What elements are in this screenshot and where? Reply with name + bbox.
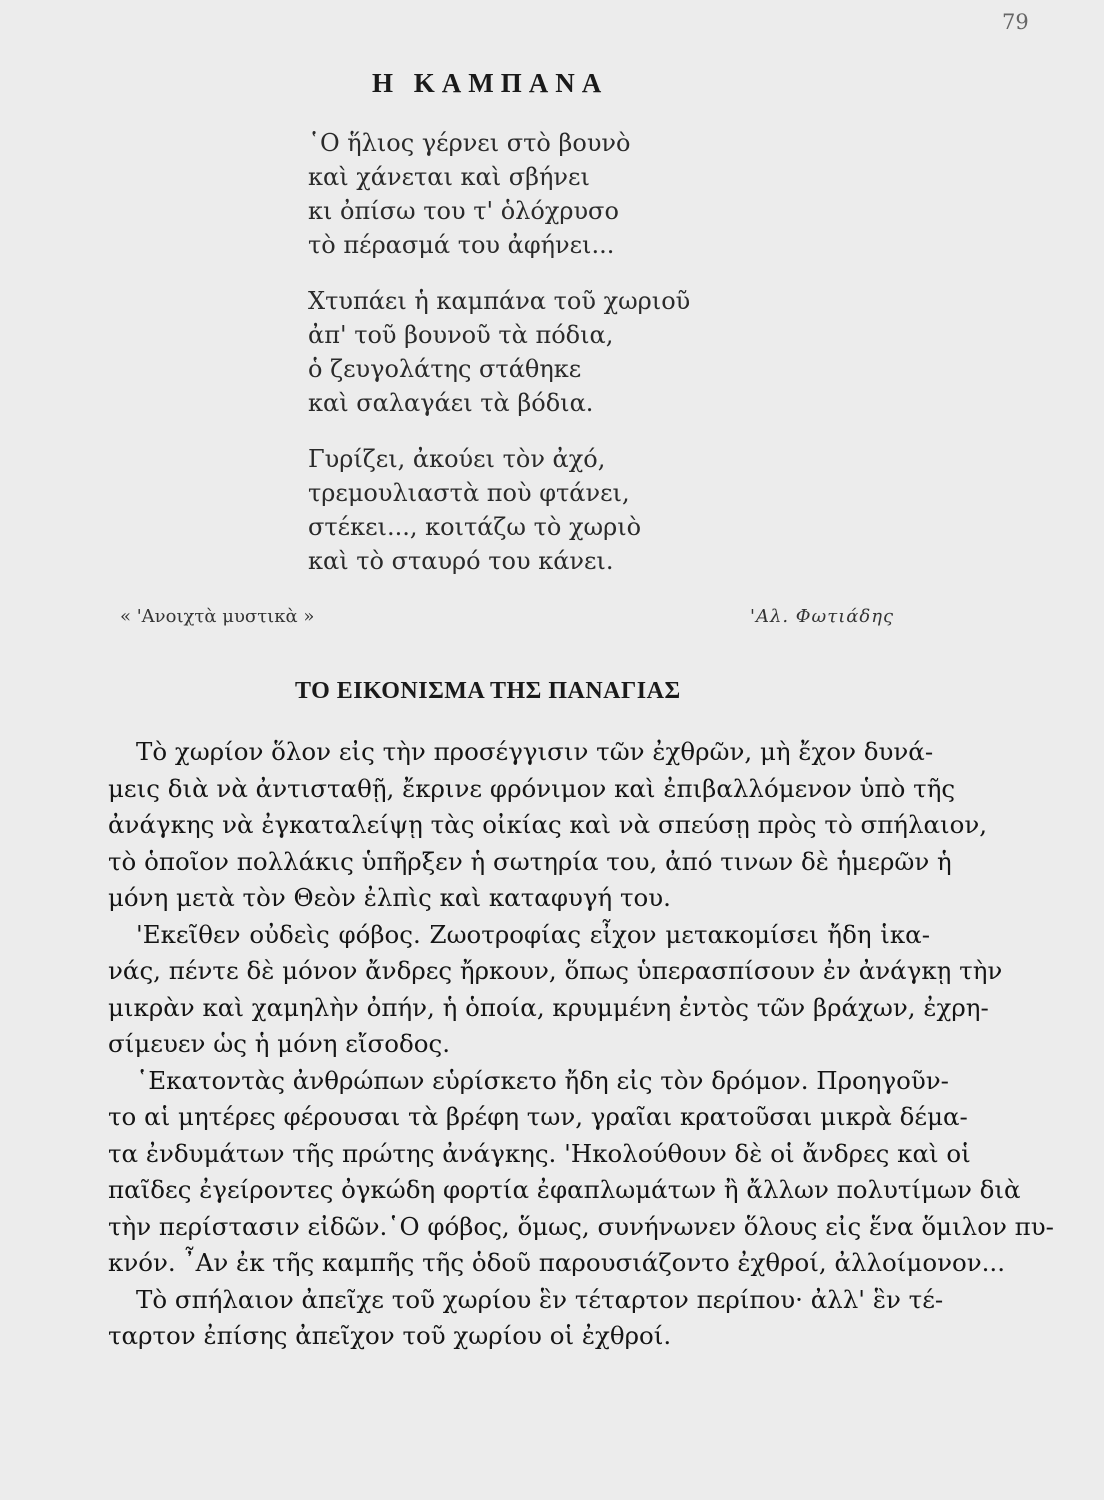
poem-verse: ῾Ο ἥλιος γέρνει στὸ βουνὸ — [308, 129, 631, 157]
page-number: 79 — [1002, 10, 1029, 34]
poem-verse: στέκει..., κοιτάζω τὸ χωριὸ — [308, 513, 642, 541]
story-line: μικρὰν καὶ χαμηλὴν ὀπήν, ἡ ὁποία, κρυμμένη ἐντὸς τῶν βράχων, ἐχρη- — [108, 992, 989, 1022]
poem — [308, 126, 690, 600]
poem-verse: Χτυπάει ἡ καμπάνα τοῦ χωριοῦ — [308, 287, 691, 315]
story-line: σίμευεν ὡς ἡ μόνη εἴσοδος. — [108, 1029, 450, 1058]
poem-source: « 'Ανοιχτὰ μυστικὰ » — [120, 606, 315, 627]
story-line: το αἱ μητέρες φέρουσαι τὰ βρέφη των, γραῖαι κρατοῦσαι μικρὰ δέμα- — [108, 1102, 968, 1131]
story-title: ΤΟ ΕΙΚΟΝΙΣΜΑ ΤΗΣ ΠΑΝΑΓΙΑΣ — [295, 678, 681, 704]
story-text — [108, 734, 1054, 1355]
poem-author: 'Αλ. Φωτιάδης — [750, 606, 895, 627]
poem-stanza — [308, 126, 690, 262]
story-line: μεις διὰ νὰ ἀντισταθῇ, ἔκρινε φρόνιμον καὶ ἐπιβαλλόμενον ὑπὸ τῆς — [108, 773, 956, 803]
story-line: τα ἐνδυμάτων τῆς πρώτης ἀνάγκης. 'Ηκολούθουν δὲ οἱ ἄνδρες καὶ οἱ — [108, 1138, 971, 1168]
poem-verse: καὶ σαλαγάει τὰ βόδια. — [308, 389, 594, 417]
poem-verse: ἀπ' τοῦ βουνοῦ τὰ πόδια, — [308, 321, 614, 349]
story-line: νάς, πέντε δὲ μόνον ἄνδρες ἤρκουν, ὅπως ὑπερασπίσουν ἐν ἀνάγκῃ τὴν — [108, 956, 1003, 985]
poem-verse: τὸ πέρασμά του ἀφήνει... — [308, 231, 615, 259]
poem-verse: κι ὀπίσω του τ' ὁλόχρυσο — [308, 197, 619, 225]
story-line: ἀνάγκης νὰ ἐγκαταλείψῃ τὰς οἰκίας καὶ νὰ σπεύσῃ πρὸς τὸ σπήλαιον, — [108, 810, 988, 839]
poem-verse: ὁ ζευγολάτης στάθηκε — [308, 355, 582, 383]
story-line: ῾Εκατοντὰς ἀνθρώπων εὑρίσκετο ἤδη εἰς τὸν δρόμον. Προηγοῦν- — [136, 1065, 949, 1095]
story-line: τὴν περίστασιν εἰδῶν.῾Ο φόβος, ὅμως, συνήνωνεν ὅλους εἰς ἕνα ὅμιλον πυ- — [108, 1211, 1054, 1241]
story-line: Τὸ σπήλαιον ἀπεῖχε τοῦ χωρίου ἓν τέταρτον περίπου· ἀλλ' ἓν τέ- — [136, 1284, 944, 1314]
poem-verse: Γυρίζει, ἀκούει τὸν ἀχό, — [308, 445, 606, 473]
story-line: παῖδες ἐγείροντες ὀγκώδη φορτία ἐφαπλωμάτων ἢ ἄλλων πολυτίμων διὰ — [108, 1175, 1021, 1204]
poem-stanza — [308, 442, 690, 578]
story-line: Τὸ χωρίον ὅλον εἰς τὴν προσέγγισιν τῶν ἐχθρῶν, μὴ ἔχον δυνά- — [136, 737, 934, 766]
story-line: 'Εκεῖθεν οὐδεὶς φόβος. Ζωοτροφίας εἶχον μετακομίσει ἤδη ἱκα- — [136, 919, 930, 949]
story-line: τὸ ὁποῖον πολλάκις ὑπῆρξεν ἡ σωτηρία του, ἀπό τινων δὲ ἡμερῶν ἡ — [108, 846, 952, 876]
story-line: μόνη μετὰ τὸν Θεὸν ἐλπὶς καὶ καταφυγή του. — [108, 883, 671, 912]
poem-stanza — [308, 284, 690, 420]
story-line: κνόν. ῏Αν ἐκ τῆς καμπῆς τῆς ὁδοῦ παρουσιάζοντο ἐχθροί, ἀλλοίμονον... — [108, 1248, 1005, 1277]
story-line: ταρτον ἐπίσης ἀπεῖχον τοῦ χωρίου οἱ ἐχθροί. — [108, 1321, 672, 1350]
poem-title: Η ΚΑΜΠΑΝΑ — [372, 68, 609, 98]
poem-verse: καὶ τὸ σταυρό του κάνει. — [308, 547, 614, 575]
poem-verse: καὶ χάνεται καὶ σβήνει — [308, 163, 590, 191]
poem-verse: τρεμουλιαστὰ ποὺ φτάνει, — [308, 479, 630, 507]
